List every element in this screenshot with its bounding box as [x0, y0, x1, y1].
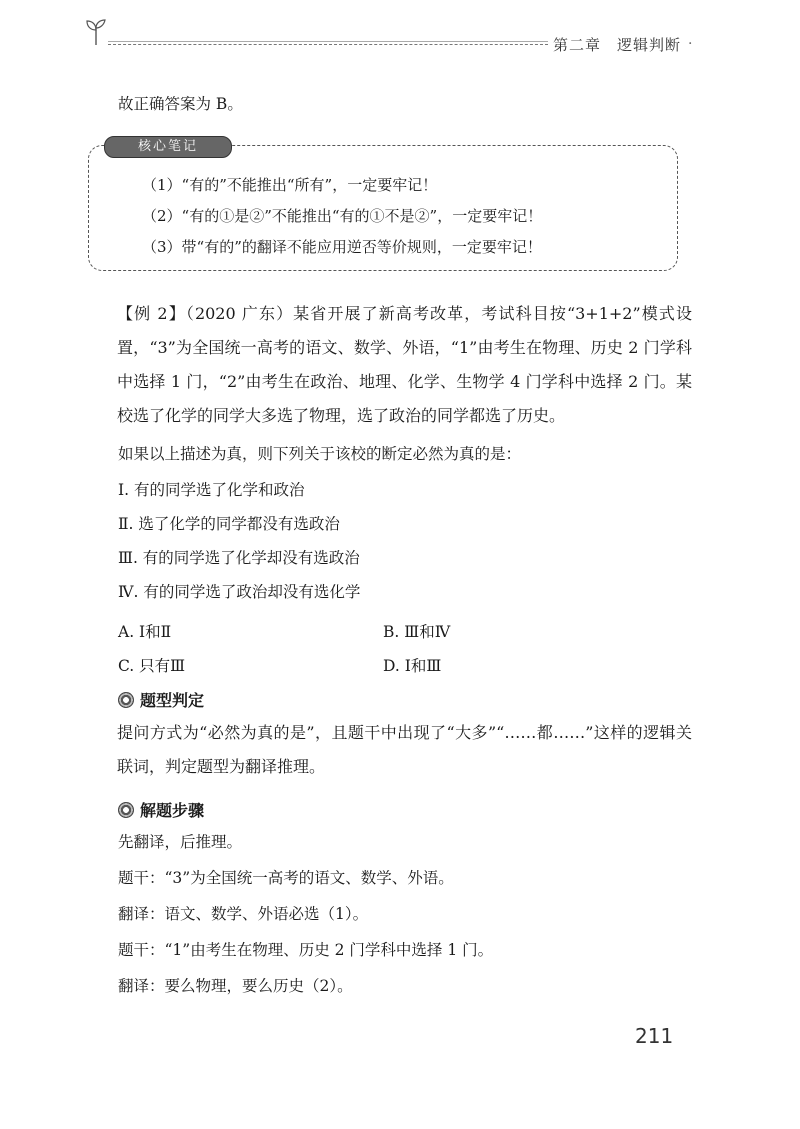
chapter-title: 逻辑判断 — [617, 36, 682, 54]
tip-item-3: （3）带“有的”的翻译不能应用逆否等价规则，一定要牢记！ — [142, 238, 542, 256]
answer-line: 故正确答案为 B。 — [118, 95, 243, 113]
judgment-heading — [118, 688, 204, 711]
example-question: 如果以上描述为真，则下列关于该校的断定必然为真的是： — [118, 445, 522, 463]
option-c: C. 只有Ⅲ — [118, 657, 186, 675]
example-body — [117, 297, 692, 433]
step-line-1: 先翻译，后推理。 — [118, 833, 243, 851]
tip-badge: 核心笔记 — [104, 136, 232, 158]
statement-1: Ⅰ. 有的同学选了化学和政治 — [118, 481, 305, 499]
running-head — [553, 34, 681, 55]
option-d: D. Ⅰ和Ⅲ — [383, 657, 442, 675]
header-rule — [108, 44, 548, 45]
header-ornament: · — [688, 36, 693, 52]
step-line-4: 题干：“1”由考生在物理、历史 2 门学科中选择 1 门。 — [118, 941, 494, 959]
example-tag: 【例 2】 — [117, 304, 186, 323]
page-number: 211 — [635, 1024, 674, 1048]
judgment-text: 提问方式为“必然为真的是”，且题干中出现了“大多”“……都……”这样的逻辑关联词，判定题型为翻译推理。 — [117, 723, 692, 776]
chapter-label: 第二章 — [553, 36, 602, 54]
section-bullet-icon — [118, 802, 134, 818]
example-text: （2020 广东）某省开展了新高考改革，考试科目按“3+1+2”模式设置，“3”为全国统一高考的语文、数学、外语，“1”由考生在物理、历史 2 门学科中选择 1 门，“2”由考生在政治、地理、化学、生物学 4 门学科中选择 2 门。某校选了化学的同学大多选了物理，选了政治的同学都选了历史。 — [117, 304, 692, 425]
statement-4: Ⅳ. 有的同学选了政治却没有选化学 — [118, 583, 361, 601]
option-b: B. Ⅲ和Ⅳ — [383, 623, 451, 641]
statement-2: Ⅱ. 选了化学的同学都没有选政治 — [118, 515, 340, 533]
section-bullet-icon — [118, 692, 134, 708]
step-line-2: 题干：“3”为全国统一高考的语文、数学、外语。 — [118, 869, 454, 887]
tip-item-1: （1）“有的”不能推出“所有”，一定要牢记！ — [142, 176, 438, 194]
judgment-heading-text: 题型判定 — [140, 691, 205, 710]
header-rule-top — [108, 41, 548, 42]
tip-item-2: （2）“有的①是②”不能推出“有的①不是②”，一定要牢记！ — [142, 207, 543, 225]
steps-heading — [118, 798, 204, 821]
option-a: A. Ⅰ和Ⅱ — [118, 623, 172, 641]
steps-heading-text: 解题步骤 — [140, 801, 205, 820]
sprout-logo-icon — [84, 16, 108, 46]
step-line-3: 翻译：语文、数学、外语必选（1）。 — [118, 905, 369, 923]
step-line-5: 翻译：要么物理，要么历史（2）。 — [118, 977, 353, 995]
statement-3: Ⅲ. 有的同学选了化学却没有选政治 — [118, 549, 360, 567]
